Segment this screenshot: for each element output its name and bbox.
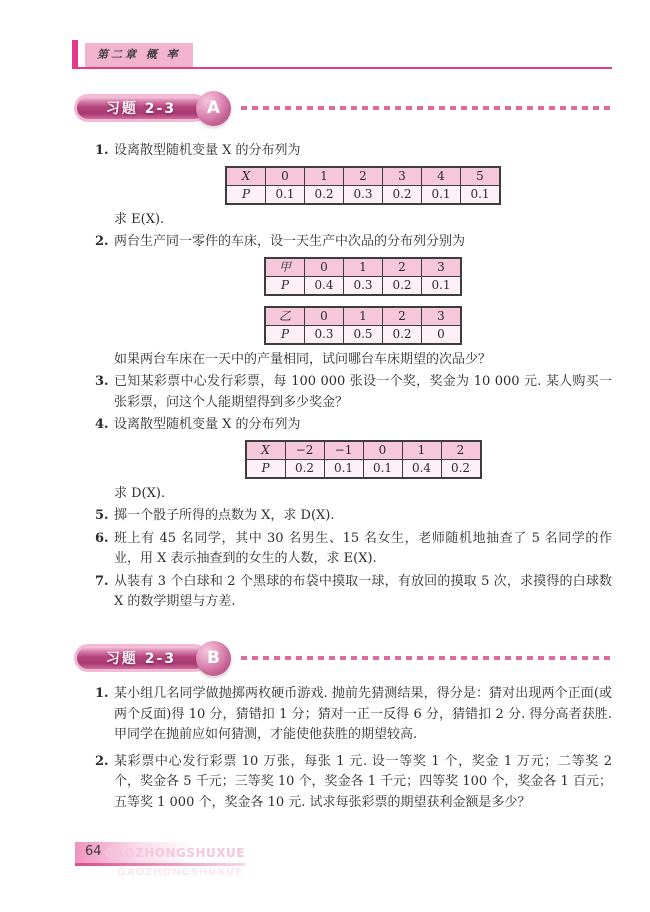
table-cell: 0.2 <box>305 185 344 204</box>
table-cell: 0 <box>422 325 462 344</box>
problem-body <box>114 232 612 370</box>
table-cell: 0.1 <box>422 185 461 204</box>
exercise-banner-a <box>74 90 612 126</box>
table-cell: 0.2 <box>285 459 324 478</box>
publisher-watermark-reflection: GAOZHONGSHUXUE <box>117 867 243 878</box>
table-row <box>265 258 461 277</box>
problem-number: 2. <box>95 234 109 249</box>
dashed-rule <box>241 656 612 660</box>
table-cell: 2 <box>344 167 383 186</box>
problem-number: 2. <box>95 753 109 769</box>
problem-text: 已知某彩票中心发行彩票，每 100 000 张设一个奖，奖金为 10 000 元. 某人购买一张彩票，问这个人能期望得到多少奖金？ <box>114 374 612 410</box>
distribution-table-1 <box>225 166 501 205</box>
table-cell: −2 <box>285 441 324 460</box>
table-row <box>246 441 481 460</box>
table-cell: 0.2 <box>383 325 422 344</box>
problem-body <box>114 415 612 504</box>
footer-rule <box>75 863 245 866</box>
table-row <box>246 459 481 478</box>
problem-body <box>114 141 612 230</box>
table-cell: 1 <box>402 441 441 460</box>
table-cell: 0.4 <box>402 459 441 478</box>
table-cell: 0.3 <box>344 276 383 295</box>
problem-a4 <box>95 415 612 504</box>
exercise-banner-b-pill <box>74 644 208 672</box>
problem-text: 从装有 3 个白球和 2 个黑球的布袋中摸取一球，有放回的摸取 5 次，求摸得的白球数 X 的数学期望与方差. <box>114 573 612 609</box>
problem-question: 求 D(X). <box>114 485 166 501</box>
distribution-table-yi <box>264 306 462 345</box>
section-b-problems <box>95 684 612 815</box>
table-cell: 5 <box>461 167 501 186</box>
problem-text: 班上有 45 名同学，其中 30 名男生、15 名女生，老师随机地抽查了 5 名同学的作业，用 X 表示抽查到的女生的人数，求 E(X). <box>114 530 612 566</box>
table-cell: 0.3 <box>344 185 383 204</box>
problem-a7 <box>95 572 612 613</box>
table-cell: 0 <box>305 307 344 326</box>
problem-body <box>114 529 612 570</box>
table-row <box>265 307 461 326</box>
table-cell: 0 <box>363 441 402 460</box>
exercise-banner-a-label: 习题 2-3 <box>105 101 177 117</box>
problem-text: 设离散型随机变量 X 的分布列为 <box>114 143 301 158</box>
table-cell: 0 <box>266 167 305 186</box>
table-cell: 1 <box>344 258 383 277</box>
problem-body <box>114 506 612 527</box>
table-cell: P <box>226 185 266 204</box>
table-cell: 3 <box>383 167 422 186</box>
problem-body <box>114 752 612 814</box>
distribution-table-4 <box>245 440 482 479</box>
chapter-header <box>72 40 612 70</box>
table-cell: 0.1 <box>324 459 363 478</box>
problem-number: 3. <box>95 374 109 389</box>
problem-number: 7. <box>95 573 109 589</box>
problem-text: 某彩票中心发行彩票 10 万张，每张 1 元. 设一等奖 1 个，奖金 1 万元；二等奖 2 个，奖金各 5 千元；三等奖 10 个，奖金各 1 千元；四等奖 100 个，奖金各 1 百元；五等奖 1 000 个，奖金各 10 元. 试求每张彩票的期望获利金额是多少？ <box>114 753 612 810</box>
table-cell: 甲 <box>265 258 305 277</box>
problem-a5 <box>95 506 612 527</box>
exercise-banner-b <box>74 640 612 676</box>
problem-text: 某小组几名同学做抛掷两枚硬币游戏. 抛前先猜测结果，得分是：猜对出现两个正面(或两个反面)得 10 分，猜错扣 1 分；猜对一正一反得 6 分，猜错扣 2 分. 得分高者获胜. 甲同学在抛前应如何猜测，才能使他获胜的期望较高. <box>114 686 612 742</box>
table-row <box>226 185 500 204</box>
problem-number: 1. <box>95 143 109 158</box>
table-cell: P <box>246 459 286 478</box>
section-a-problems <box>95 141 612 615</box>
table-cell: 1 <box>305 167 344 186</box>
header-rule <box>72 67 612 69</box>
problem-text: 设离散型随机变量 X 的分布列为 <box>114 417 301 432</box>
dashed-rule <box>241 106 612 110</box>
table-cell: 0.1 <box>422 276 462 295</box>
problem-number: 6. <box>95 530 109 546</box>
table-cell: −1 <box>324 441 363 460</box>
exercise-banner-a-pill <box>74 94 208 122</box>
table-cell: 2 <box>383 307 422 326</box>
table-cell: P <box>265 276 305 295</box>
problem-a1 <box>95 141 612 230</box>
problem-question: 求 E(X). <box>114 211 165 227</box>
table-cell: 3 <box>422 258 462 277</box>
table-cell: X <box>226 167 266 186</box>
problem-body <box>114 372 612 413</box>
table-cell: 2 <box>383 258 422 277</box>
table-cell: 乙 <box>265 307 305 326</box>
table-cell: 0.1 <box>461 185 501 204</box>
table-cell: 4 <box>422 167 461 186</box>
table-row <box>265 276 461 295</box>
page-footer <box>75 842 245 878</box>
chapter-accent-bar <box>72 40 78 68</box>
problem-text: 两台生产同一零件的车床，设一天生产中次品的分布列分别为 <box>114 234 466 249</box>
table-row <box>226 167 500 186</box>
distribution-table-jia <box>264 257 462 296</box>
table-cell: X <box>246 441 286 460</box>
table-cell: 0.2 <box>383 185 422 204</box>
table-cell: 0.4 <box>305 276 344 295</box>
table-cell: 0.2 <box>441 459 481 478</box>
problem-body <box>114 572 612 613</box>
problem-a2 <box>95 232 612 370</box>
chapter-title: 第二章 概 率 <box>85 43 193 67</box>
table-cell: 2 <box>441 441 481 460</box>
table-cell: 1 <box>344 307 383 326</box>
table-cell: 0.3 <box>305 325 344 344</box>
problem-a6 <box>95 529 612 570</box>
table-cell: 0.1 <box>266 185 305 204</box>
table-cell: 0.5 <box>344 325 383 344</box>
table-cell: 0.1 <box>363 459 402 478</box>
table-row <box>265 325 461 344</box>
problem-number: 5. <box>95 508 109 523</box>
problem-body <box>114 684 612 746</box>
table-cell: 0 <box>305 258 344 277</box>
problem-b1 <box>95 684 612 746</box>
table-cell: 0.2 <box>383 276 422 295</box>
publisher-watermark: GAOZHONGSHUXUE <box>104 846 245 860</box>
level-a-badge: A <box>196 91 231 126</box>
page-number: 64 <box>85 844 102 859</box>
exercise-banner-b-label: 习题 2-3 <box>105 651 177 667</box>
problem-b2 <box>95 752 612 814</box>
problem-number: 1. <box>95 686 109 701</box>
problem-text: 掷一个骰子所得的点数为 X，求 D(X). <box>114 508 335 523</box>
table-cell: 3 <box>422 307 462 326</box>
table-cell: P <box>265 325 305 344</box>
problem-question: 如果两台车床在一天中的产量相同，试问哪台车床期望的次品少？ <box>114 351 492 367</box>
problem-a3 <box>95 372 612 413</box>
problem-number: 4. <box>95 417 109 432</box>
level-b-badge: B <box>196 641 231 676</box>
